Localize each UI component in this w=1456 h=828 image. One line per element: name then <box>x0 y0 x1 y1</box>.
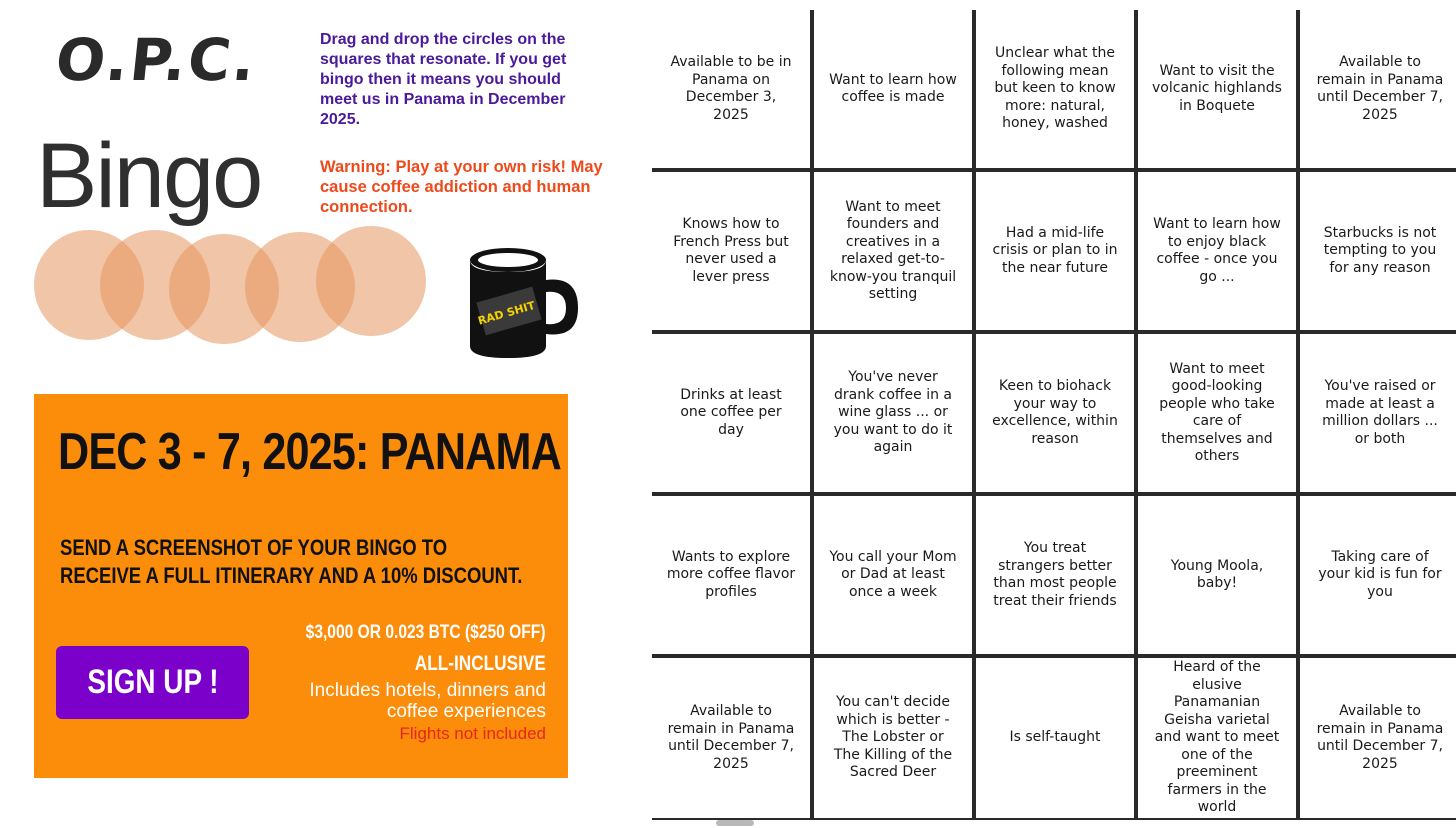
bingo-cell[interactable]: You've never drank coffee in a wine glass ... or you want to do it again <box>814 334 972 492</box>
bingo-cell[interactable]: Available to remain in Panama until December 7, 2025 <box>1300 658 1456 818</box>
sign-up-button[interactable] <box>56 646 249 719</box>
bingo-cell[interactable]: You've raised or made at least a million dollars ... or both <box>1300 334 1456 492</box>
mug-label: RAD SHIT <box>476 298 537 328</box>
page-title: Bingo <box>36 125 262 227</box>
bingo-cell[interactable]: You treat strangers better than most people treat their friends <box>976 496 1134 654</box>
bingo-cell[interactable]: Want to meet founders and creatives in a relaxed get-to-know-you tranquil setting <box>814 172 972 330</box>
bingo-cell[interactable]: Drinks at least one coffee per day <box>652 334 810 492</box>
bingo-cell[interactable]: Unclear what the following mean but keen to know more: natural, honey, washed <box>976 10 1134 168</box>
bingo-cell[interactable]: Wants to explore more coffee flavor profiles <box>652 496 810 654</box>
bingo-cell[interactable]: Want to visit the volcanic highlands in Boquete <box>1138 10 1296 168</box>
scroll-handle[interactable] <box>716 820 754 826</box>
bingo-cell[interactable]: Had a mid-life crisis or plan to in the near future <box>976 172 1134 330</box>
promo-subline: SEND A SCREENSHOT OF YOUR BINGO TO RECEIVE A FULL ITINERARY AND A 10% DISCOUNT. <box>60 535 523 588</box>
bingo-cell[interactable]: Is self-taught <box>976 658 1134 818</box>
bingo-cell[interactable]: Available to remain in Panama until December 7, 2025 <box>1300 10 1456 168</box>
bingo-cell[interactable]: Want to learn how to enjoy black coffee - once you go ... <box>1138 172 1296 330</box>
bingo-cell[interactable]: Starbucks is not tempting to you for any reason <box>1300 172 1456 330</box>
sign-up-label: SIGN UP ! <box>86 663 219 701</box>
warning-label: Warning: <box>320 158 391 176</box>
bingo-cell[interactable]: Knows how to French Press but never used a lever press <box>652 172 810 330</box>
promo-card <box>34 394 568 778</box>
bingo-cell[interactable]: Keen to biohack your way to excellence, within reason <box>976 334 1134 492</box>
bingo-cell[interactable]: Heard of the elusive Panamanian Geisha varietal and want to meet one of the preeminent farmers in the world <box>1138 658 1296 818</box>
warning-text <box>320 157 610 217</box>
bingo-cell[interactable]: Taking care of your kid is fun for you <box>1300 496 1456 654</box>
bingo-cell[interactable]: Young Moola, baby! <box>1138 496 1296 654</box>
bingo-cell[interactable]: Want to meet good-looking people who take care of themselves and others <box>1138 334 1296 492</box>
bingo-cell[interactable]: Want to learn how coffee is made <box>814 10 972 168</box>
includes-text: Includes hotels, dinners and coffee experiences <box>309 680 546 722</box>
bingo-cell[interactable]: Available to be in Panama on December 3, 2025 <box>652 10 810 168</box>
draggable-circles <box>30 226 430 346</box>
price-text: $3,000 OR 0.023 BTC ($250 OFF) <box>306 622 546 643</box>
coffee-mug-icon <box>466 246 582 360</box>
all-inclusive-text: ALL-INCLUSIVE <box>414 652 546 675</box>
instructions-text: Drag and drop the circles on the squares that resonate. If you get bingo then it means you should meet us in Panama in December 2025. <box>320 31 567 128</box>
draggable-circle[interactable] <box>316 226 426 336</box>
opc-logo: O.P.C. <box>52 26 261 94</box>
promo-headline: DEC 3 - 7, 2025: PANAMA <box>58 423 561 481</box>
bingo-cell[interactable]: You can't decide which is better - The Lobster or The Killing of the Sacred Deer <box>814 658 972 818</box>
bingo-cell[interactable]: You call your Mom or Dad at least once a week <box>814 496 972 654</box>
flights-note: Flights not included <box>399 724 546 743</box>
warning-body: Play at your own risk! May cause coffee addiction and human connection. <box>320 158 603 216</box>
bingo-cell[interactable]: Available to remain in Panama until December 7, 2025 <box>652 658 810 818</box>
bingo-grid <box>652 10 1456 820</box>
